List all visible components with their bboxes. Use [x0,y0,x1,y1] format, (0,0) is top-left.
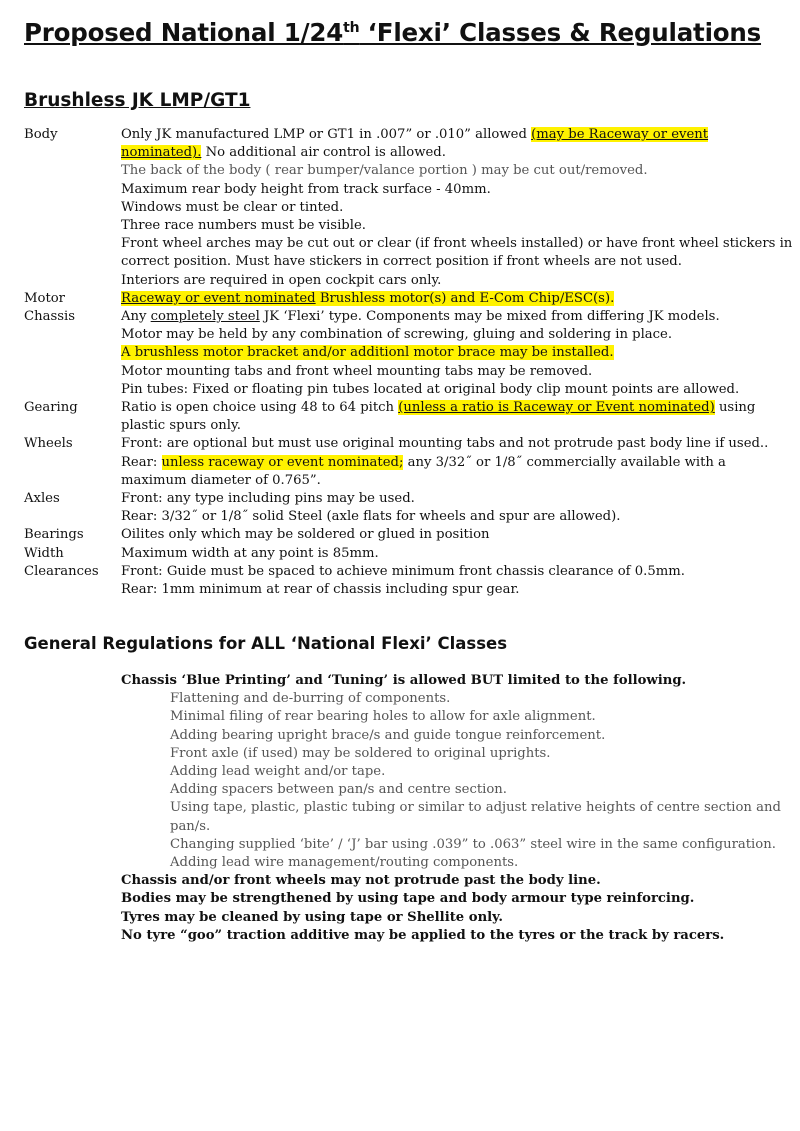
spec-label: Body [24,127,58,142]
spec-row-motor [24,290,794,308]
spec-label: Motor [24,290,65,306]
tuning-list [121,690,791,872]
spec-value: Maximum width at any point is 85mm. [121,545,379,561]
list-item: Adding spacers between pan/s and centre section. [170,782,507,798]
title-text: Proposed National 1/24 [24,18,344,47]
spec-row-bearings [24,526,794,544]
highlight: nominated). [121,145,202,161]
title-superscript: th [343,20,360,36]
highlight: unless raceway or event nominated; [161,454,404,470]
list-item: Minimal filing of rear bearing holes to allow for axle alignment. [170,709,596,725]
page-title [24,18,761,47]
list-item: Adding bearing upright brace/s and guide tongue reinforcement. [170,727,606,743]
list-item: Adding lead weight and/or tape. [170,764,386,780]
title-text-rest: ‘Flexi’ Classes & Regulations [359,18,762,47]
spec-row-body [24,126,794,290]
spec-label: Clearances [24,563,99,579]
spec-row-axles [24,490,794,526]
spec-row-gearing [24,399,794,435]
spec-label: Chassis [24,309,75,325]
list-item: Using tape, plastic, plastic tubing or similar to adjust relative heights of centre section and pan/s. [170,800,781,834]
spec-value: Ratio is open choice using 48 to 64 pitch (unless a ratio is Raceway or Event nominated) using plastic spurs only. [121,400,756,434]
list-item: Front axle (if used) may be soldered to original uprights. [170,745,551,761]
spec-label: Gearing [24,400,78,416]
spec-table [24,126,794,599]
spec-row-wheels [24,435,794,490]
rule-line: No tyre “goo” traction additive may be applied to the tyres or the track by racers. [121,927,725,943]
list-item: Changing supplied ‘bite’ / ‘J’ bar using .039” to .063” steel wire in the same configuration. [170,836,776,852]
general-regulations [121,672,791,945]
spec-row-clearances [24,563,794,599]
spec-row-width [24,545,794,563]
spec-value: Only JK manufactured LMP or GT1 in .007” or .010” allowed (may be Raceway or event nominated). No additional air control is allowed. The back of the body ( rear bumper/valance portion ) may be cut out/removed. Maximum rear body height from track surface - 40mm. Windows must be clear or tinted. Three race numbers must be visible. Front wheel arches may be cut out or clear (if front wheels installed) or have front wheel stickers in correct position. Must have stickers in correct position if front wheels are not used. Interiors are required in open cockpit cars only. [121,127,793,288]
spec-label: Axles [24,491,60,507]
spec-row-chassis [24,308,794,399]
general-intro: Chassis ‘Blue Printing’ and ‘Tuning’ is allowed BUT limited to the following. [121,673,687,688]
spec-label: Wheels [24,436,73,452]
spec-label: Bearings [24,527,84,543]
list-item: Flattening and de-burring of components. [170,691,451,707]
list-item: Adding lead wire management/routing components. [170,855,519,871]
spec-value: Any completely steel JK ‘Flexi’ type. Components may be mixed from differing JK models. Motor may be held by any combination of screwing, gluing and soldering in place. A brushless motor bracket and/or additionl motor brace may be installed. Motor mounting tabs and front wheel mounting tabs may be removed. Pin tubes: Fixed or floating pin tubes located at original body clip mount points are allowed. [121,309,740,397]
highlight: (unless a ratio is Raceway or Event nominated) [398,400,715,416]
general-regulations-title: General Regulations for ALL ‘National Flexi’ Classes [24,634,508,653]
spec-label: Width [24,545,64,561]
highlight: A brushless motor bracket and/or additionl motor brace may be installed. [121,345,614,361]
spec-value: Front: are optional but must use original mounting tabs and not protrude past body line if used.. Rear: unless raceway or event nominated; any 3/32˝ or 1/8˝ commercially available with a maximum diameter of 0.765”. [121,436,769,488]
section-title: Brushless JK LMP/GT1 [24,90,251,111]
rule-line: Tyres may be cleaned by using tape or Shellite only. [121,909,503,925]
rule-line: Chassis and/or front wheels may not protrude past the body line. [121,873,601,889]
highlight: (may be Raceway or event [531,127,709,142]
spec-value: Front: any type including pins may be used. Rear: 3/32˝ or 1/8˝ solid Steel (axle flats for wheels and spur are allowed). [121,491,621,525]
spec-value: Oilites only which may be soldered or glued in position [121,527,490,543]
highlight: Raceway or event nominated [121,290,316,306]
rule-line: Bodies may be strengthened by using tape and body armour type reinforcing. [121,891,695,907]
spec-value: Front: Guide must be spaced to achieve minimum front chassis clearance of 0.5mm. Rear: 1mm minimum at rear of chassis including spur gear. [121,563,685,598]
spec-value: Raceway or event nominated Brushless motor(s) and E-Com Chip/ESC(s). [121,290,615,306]
